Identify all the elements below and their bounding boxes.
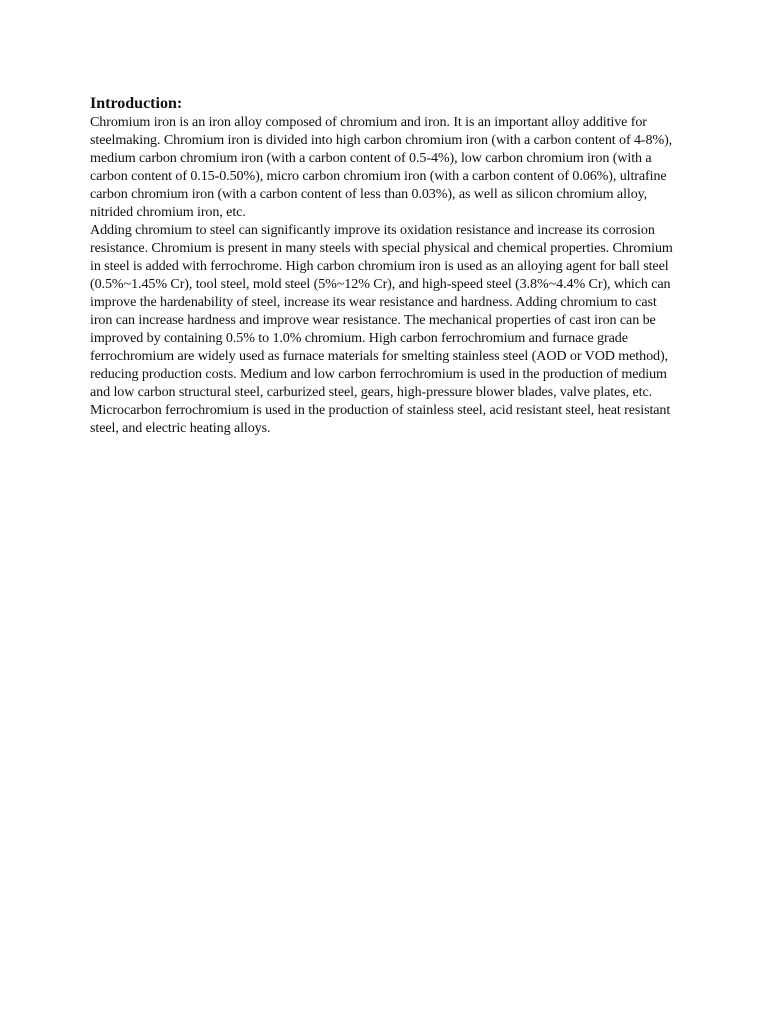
intro-paragraph: Chromium iron is an iron alloy composed of chromium and iron. It is an important alloy additive for steelmaking. Chromium iron is divided into high carbon chromium iron (with a carbon content of 4-8%), medium carbon chromium iron (with a carbon content of 0.5-4%), low carbon chromium iron (with a carbon content of 0.15-0.50%), micro carbon chromium iron (with a carbon content of 0.06%), ultrafine carbon chromium iron (with a carbon content of less than 0.03%), as well as silicon chromium alloy, nitrided chromium iron, etc. bbox=[90, 114, 673, 220]
document-body bbox=[90, 94, 682, 437]
applications-paragraph: Adding chromium to steel can significantly improve its oxidation resistance and increase its corrosion resistance. Chromium is present in many steels with special physical and chemical properties. Chromium in steel is added with ferrochrome. High carbon chromium iron is used as an alloying agent for ball steel (0.5%~1.45% Cr), tool steel, mold steel (5%~12% Cr), and high-speed steel (3.8%~4.4% Cr), which can improve the hardenability of steel, increase its wear resistance and hardness. Adding chromium to cast iron can increase hardness and improve wear resistance. The mechanical properties of cast iron can be improved by containing 0.5% to 1.0% chromium. High carbon ferrochromium and furnace grade ferrochromium are widely used as furnace materials for smelting stainless steel (AOD or VOD method), reducing production costs. Medium and low carbon ferrochromium is used in the production of medium and low carbon structural steel, carburized steel, gears, high-pressure blower blades, valve plates, etc. Microcarbon ferrochromium is used in the production of stainless steel, acid resistant steel, heat resistant steel, and electric heating alloys. bbox=[90, 222, 673, 436]
section-heading: Introduction: bbox=[90, 95, 183, 112]
